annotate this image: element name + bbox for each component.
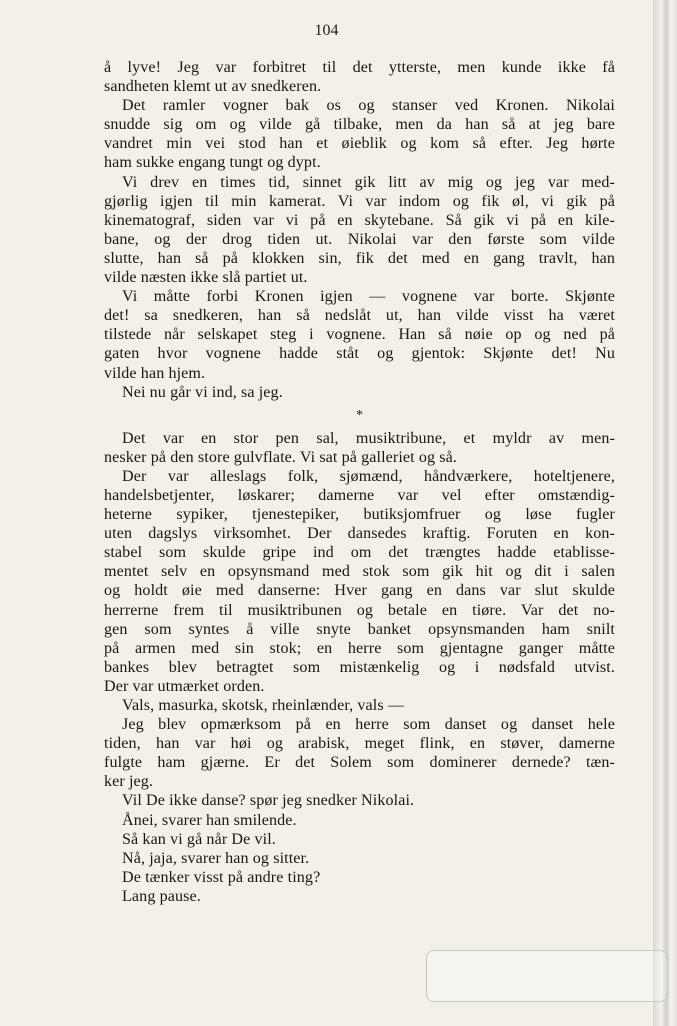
text-line: Jeg blev opmærksom på en herre som danset og danset hele [122,716,615,734]
text-line: på armen med sin stok; en herre som gjentagne ganger måtte [104,639,615,657]
text-line: herrerne frem til musiktribunen og betale en tiøre. Var det no- [104,601,615,619]
text-line: gjørlig igjen til min kamerat. Vi var indom og fik øl, vi gik på [104,192,615,210]
text-line: kinematograf, siden var vi på en skytebane. Så gik vi på en kile- [104,211,615,229]
text-line: tilstede når selskapet steg i vognene. Han så nøie op og ned på [104,326,615,344]
text-line: mentet selv en opsynsmand med stok som gik hit og dit i salen [104,563,615,581]
text-line: Det ramler vogner bak os og stanser ved Kronen. Nikolai [122,97,615,115]
text-line: ham sukke engang tungt og dypt. [104,154,321,172]
text-line: og holdt øie med danserne: Hver gang en dans var slut skulde [104,582,615,600]
text-line: bankes blev betragtet som mistænkelig og i nødsfald utvist. [104,658,615,676]
text-line: heterne sypiker, tjenestepiker, butiksjomfruer og løse fugler [104,506,615,524]
text-line: Så kan vi gå når De vil. [122,830,276,848]
page-tab-marker [426,950,668,1002]
text-line: det! sa snedkeren, han så nedslåt ut, han vilde visst ha været [104,307,615,325]
section-separator: * [355,407,364,423]
text-line: vilde han hjem. [104,364,206,382]
text-line: sandheten klemt ut av snedkeren. [104,78,322,96]
text-line: gen som syntes å ville snyte banket opsynsmanden ham snilt [104,620,615,638]
text-line: Det var en stor pen sal, musiktribune, et myldr av men- [122,429,615,447]
text-line: Lang pause. [122,887,201,905]
text-line: Nå, jaja, svarer han og sitter. [122,849,310,867]
text-line: Vi drev en times tid, sinnet gik litt av mig og jeg var med- [122,173,615,191]
page-edge [653,0,677,1026]
page-text [104,58,615,906]
text-line: handelsbetjenter, løskarer; damerne var vel efter omstændig- [104,486,615,504]
text-line: Vil De ikke danse? spør jeg snedker Nikolai. [122,792,415,810]
text-line: Nei nu går vi ind, sa jeg. [122,383,283,401]
text-line: Vi måtte forbi Kronen igjen — vognene var borte. Skjønte [122,288,615,306]
text-line: å lyve! Jeg var forbitret til det ytterste, men kunde ikke få [104,59,615,76]
text-line: vandret min vei stod han et øieblik og kom så efter. Jeg hørte [104,135,615,153]
page-number: 104 [314,22,339,39]
text-line: Vals, masurka, skotsk, rheinlænder, vals — [122,697,405,714]
text-line: uten dagslys virksomhet. Der dansedes kraftig. Foruten en kon- [104,525,615,543]
text-line: snudde sig om og vilde gå tilbake, men da han så at jeg bare [104,116,615,134]
text-line: gaten hvor vognene hadde ståt og gjentok: Skjønte det! Nu [104,345,615,363]
text-line: fulgte ham gjærne. Er det Solem som dominerer dernede? tæn- [104,754,615,772]
text-line: tiden, han var høi og arabisk, meget flink, en støver, damerne [104,735,615,753]
text-line: Ånei, svarer han smilende. [122,811,297,829]
text-line: ker jeg. [104,773,154,791]
text-line: nesker på den store gulvflate. Vi sat på galleriet og så. [104,448,458,466]
text-line: stabel som skulde gripe ind om det trængtes hadde etablisse- [104,544,615,562]
text-line: bane, og der drog tiden ut. Nikolai var den første som vilde [104,230,615,248]
text-line: vilde næsten ikke slå partiet ut. [104,269,308,287]
text-line: slutte, han så på klokken sin, fik det med en gang travlt, han [104,249,615,267]
text-line: Der var alleslags folk, sjømænd, håndværkere, hoteltjenere, [122,467,615,485]
text-line: De tænker visst på andre ting? [122,868,321,886]
text-line: Der var utmærket orden. [104,677,265,695]
